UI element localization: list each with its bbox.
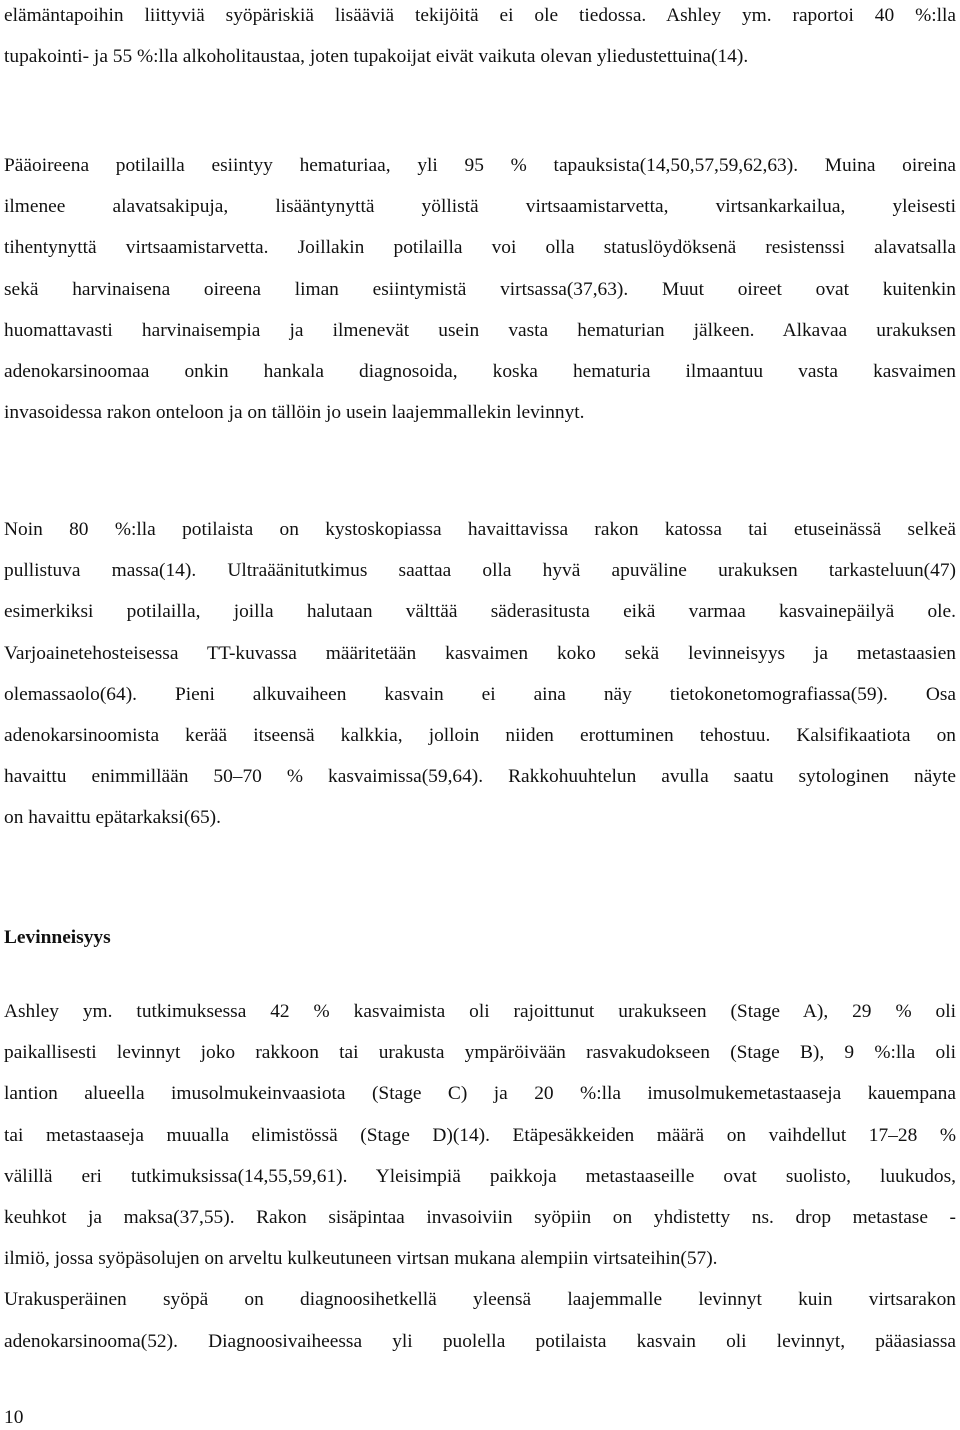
text-line: Urakusperäinen syöpä on diagnoosihetkellä yleensä laajemmalle levinnyt kuin virtsarakon: [4, 1289, 956, 1311]
text-line: lantion alueella imusolmukeinvaasiota (Stage C) ja 20 %:lla imusolmukemetastaaseja kauempana: [4, 1083, 956, 1105]
paragraph-spread: [4, 991, 956, 1362]
paragraph-lifestyle-risk: [4, 0, 956, 77]
paragraph-diagnostics: [4, 509, 956, 839]
text-line: olemassaolo(64). Pieni alkuvaiheen kasvain ei aina näy tietokonetomografiassa(59). Osa: [4, 683, 956, 705]
text-line: tupakointi- ja 55 %:lla alkoholitaustaa, joten tupakoijat eivät vaikuta olevan yliedustettuina(14).: [4, 46, 749, 68]
text-line: huomattavasti harvinaisempia ja ilmenevät usein vasta hematurian jälkeen. Alkavaa urakuksen: [4, 319, 956, 341]
text-line: sekä harvinaisena oireena liman esiintymistä virtsassa(37,63). Muut oireet ovat kuitenkin: [4, 278, 956, 300]
text-line: tihentynyttä virtsaamistarvetta. Joillakin potilailla voi olla statuslöydöksenä resistenssi alavatsalla: [4, 237, 956, 259]
text-line: Pääoireena potilailla esiintyy hematuriaa, yli 95 % tapauksista(14,50,57,59,62,63). Muina oireina: [4, 155, 956, 176]
text-line: on havaittu epätarkaksi(65).: [4, 807, 221, 829]
text-line: havaittu enimmillään 50–70 % kasvaimissa(59,64). Rakkohuuhtelun avulla saatu sytologinen näyte: [4, 766, 956, 788]
text-line: Varjoainetehosteisessa TT-kuvassa määritetään kasvaimen koko sekä levinneisyys ja metastaasien: [4, 642, 956, 664]
text-line: tai metastaaseja muualla elimistössä (Stage D)(14). Etäpesäkkeiden määrä on vaihdellut 17–28 %: [4, 1124, 956, 1146]
paragraph-symptoms: [4, 145, 956, 433]
text-line: keuhkot ja maksa(37,55). Rakon sisäpintaa invasoiviin syöpiin on yhdistetty ns. drop metastase -: [4, 1207, 956, 1229]
page-number: 10: [4, 1407, 24, 1428]
text-line: ilmenee alavatsakipuja, lisääntynyttä yöllistä virtsaamistarvetta, virtsankarkailua, yleisesti: [4, 196, 956, 218]
text-line: adenokarsinooma(52). Diagnoosivaiheessa yli puolella potilaista kasvain oli levinnyt, pääasiassa: [4, 1330, 956, 1352]
text-line: invasoidessa rakon onteloon ja on tällöin jo usein laajemmallekin levinnyt.: [4, 402, 585, 424]
text-line: välillä eri tutkimuksissa(14,55,59,61). Yleisimpiä paikkoja metastaaseille ovat suolisto, luukudos,: [4, 1165, 956, 1187]
text-line: adenokarsinoomista kerää itseensä kalkkia, jolloin niiden erottuminen tehostuu. Kalsifikaatiota on: [4, 725, 956, 747]
text-line: Ashley ym. tutkimuksessa 42 % kasvaimista oli rajoittunut urakukseen (Stage A), 29 % oli: [4, 1001, 956, 1022]
text-line: elämäntapoihin liittyviä syöpäriskiä lisääviä tekijöitä ei ole tiedossa. Ashley ym. raportoi 40 %:lla: [4, 5, 956, 26]
text-line: paikallisesti levinnyt joko rakkoon tai urakusta ympäröivään rasvakudokseen (Stage B), 9 %:lla oli: [4, 1042, 956, 1064]
text-line: esimerkiksi potilailla, joilla halutaan välttää säderasitusta eikä varmaa kasvainepäilyä ole.: [4, 601, 956, 623]
text-line: pullistuva massa(14). Ultraäänitutkimus saattaa olla hyvä apuväline urakuksen tarkasteluun(47): [4, 560, 956, 582]
section-heading: Levinneisyys: [4, 927, 111, 948]
text-line: ilmiö, jossa syöpäsolujen on arveltu kulkeutuneen virtsan mukana alempiin virtsateihin(57).: [4, 1248, 718, 1270]
text-line: Noin 80 %:lla potilaista on kystoskopiassa havaittavissa rakon katossa tai etuseinässä selkeä: [4, 519, 956, 540]
text-line: adenokarsinoomaa onkin hankala diagnosoida, koska hematuria ilmaantuu vasta kasvaimen: [4, 361, 956, 383]
